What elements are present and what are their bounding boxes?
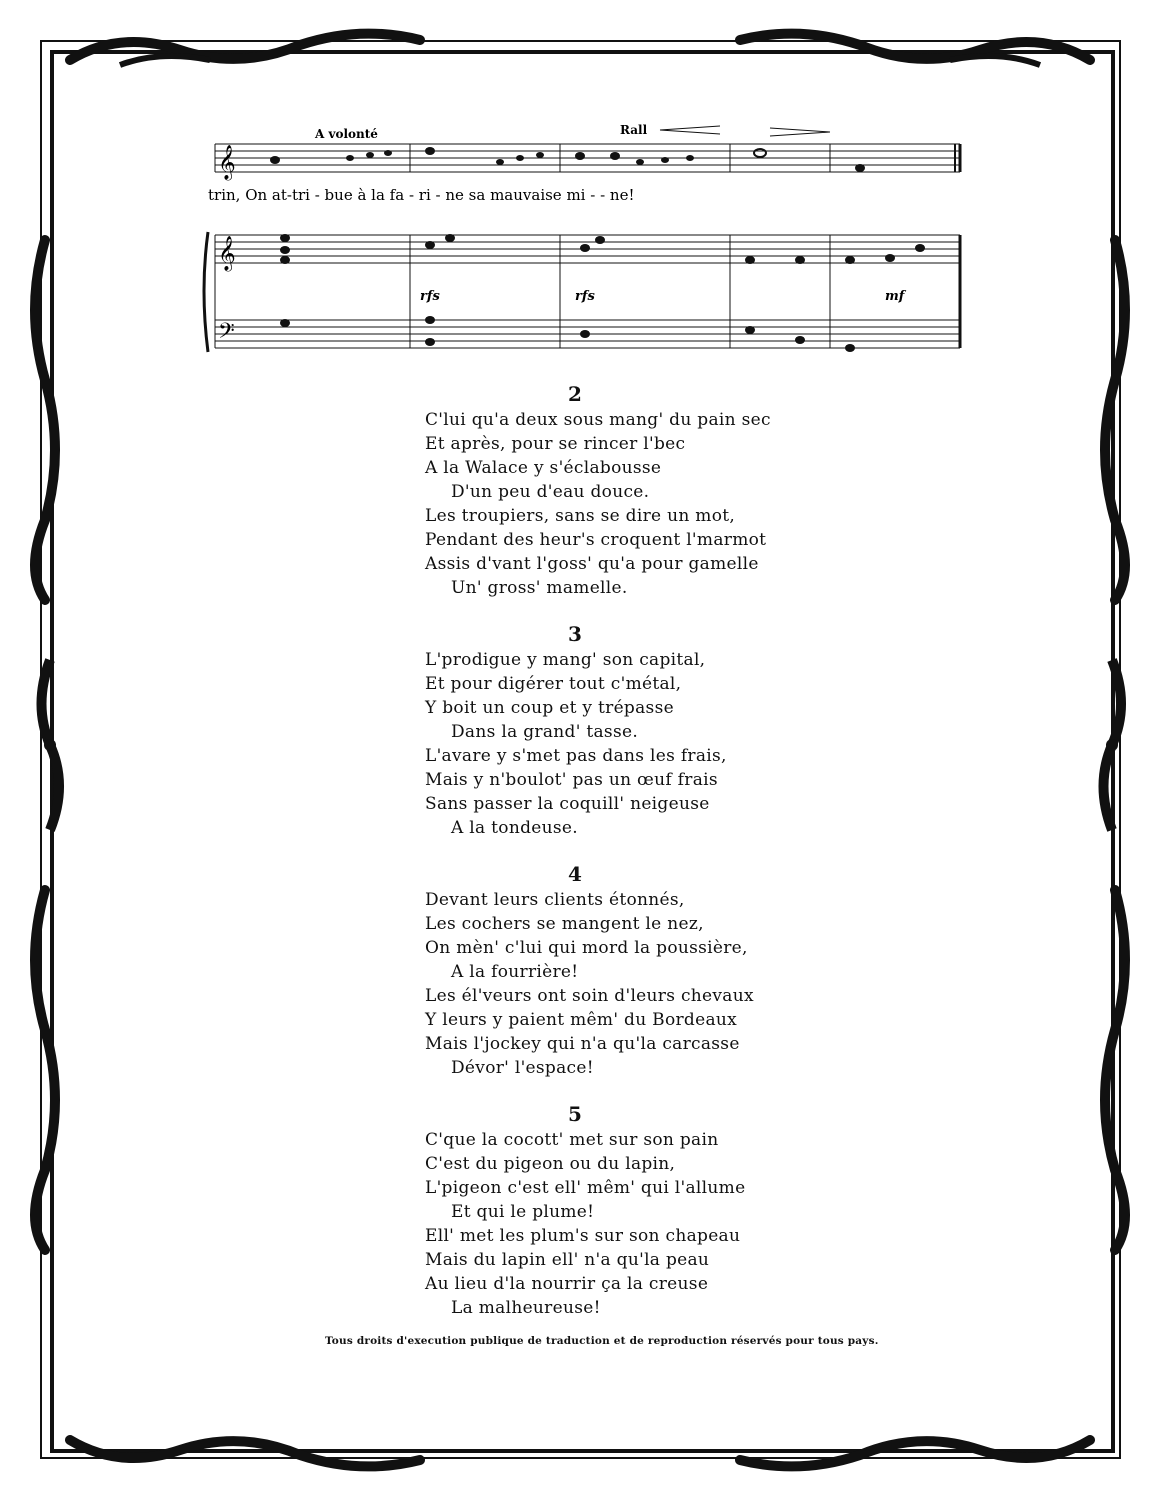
verse-line: Y leurs y paient mêm' du Bordeaux <box>425 1010 738 1030</box>
verse-line: Assis d'vant l'goss' qu'a pour gamelle <box>425 554 759 574</box>
bass-clef-icon: 𝄢 <box>218 319 235 349</box>
verse-line: Et pour digérer tout c'métal, <box>425 674 682 694</box>
stanza-number: 4 <box>568 862 582 886</box>
voice-staff <box>215 144 960 172</box>
top-left-flourish <box>60 20 440 80</box>
verse-line: Y boit un coup et y trépasse <box>425 698 674 718</box>
verse-line: Au lieu d'la nourrir ça la creuse <box>425 1274 709 1294</box>
verse-line: C'lui qu'a deux sous mang' du pain sec <box>425 410 771 430</box>
dynamic-marking: mf <box>885 289 905 304</box>
tempo-a-volonte: A volonté <box>315 127 378 141</box>
verse-line: A la fourrière! <box>451 962 579 982</box>
verse-line: Mais l'jockey qui n'a qu'la carcasse <box>425 1034 740 1054</box>
right-lower-flourish <box>1090 880 1140 1260</box>
verse-line: Mais du lapin ell' n'a qu'la peau <box>425 1250 710 1270</box>
left-upper-flourish <box>20 230 70 610</box>
verse-line: Dans la grand' tasse. <box>451 722 639 742</box>
music-score <box>200 120 970 370</box>
piano-treble-clef-icon: 𝄞 <box>218 236 236 271</box>
treble-clef-icon: 𝄞 <box>218 145 236 180</box>
verse-line: C'est du pigeon ou du lapin, <box>425 1154 676 1174</box>
lyrics-block <box>425 380 845 1340</box>
verse-line: A la Walace y s'éclabousse <box>425 458 662 478</box>
lyric-underlay: trin, On at-tri - bue à la fa - ri - ne sa mauvaise mi - - ne! <box>208 186 635 204</box>
stanza-number: 3 <box>568 622 582 646</box>
stanza <box>425 380 845 600</box>
stanza <box>425 860 845 1080</box>
verse-line: Mais y n'boulot' pas un œuf frais <box>425 770 718 790</box>
bottom-right-flourish <box>720 1420 1110 1480</box>
right-upper-flourish <box>1090 230 1140 610</box>
left-middle-ornament <box>28 655 73 835</box>
verse-line: On mèn' c'lui qui mord la poussière, <box>425 938 748 958</box>
verse-line: A la tondeuse. <box>451 818 578 838</box>
stanza <box>425 620 845 840</box>
left-lower-flourish <box>20 880 70 1260</box>
right-middle-ornament <box>1090 655 1135 835</box>
verse-line: La malheureuse! <box>451 1298 601 1318</box>
verse-line: Pendant des heur's croquent l'marmot <box>425 530 767 550</box>
verse-line: C'que la cocott' met sur son pain <box>425 1130 719 1150</box>
stanza <box>425 1100 845 1320</box>
verse-line: D'un peu d'eau douce. <box>451 482 650 502</box>
verse-line: Les troupiers, sans se dire un mot, <box>425 506 736 526</box>
verse-line: Et après, pour se rincer l'bec <box>425 434 686 454</box>
verse-line: L'pigeon c'est ell' mêm' qui l'allume <box>425 1178 746 1198</box>
verse-line: L'prodigue y mang' son capital, <box>425 650 706 670</box>
verse-line: Devant leurs clients étonnés, <box>425 890 685 910</box>
verse-line: Sans passer la coquill' neigeuse <box>425 794 710 814</box>
verse-line: Et qui le plume! <box>451 1202 595 1222</box>
top-right-flourish <box>720 20 1110 80</box>
tempo-rall: Rall <box>620 123 648 137</box>
dynamic-marking: rfs <box>575 289 595 304</box>
verse-line: Les él'veurs ont soin d'leurs chevaux <box>425 986 754 1006</box>
copyright-notice: Tous droits d'execution publique de traduction et de reproduction réservés pour tous pays. <box>325 1335 879 1347</box>
bottom-left-flourish <box>60 1420 440 1480</box>
piano-brace-icon <box>204 232 208 352</box>
stanza-number: 5 <box>568 1102 582 1126</box>
verse-line: Ell' met les plum's sur son chapeau <box>425 1226 741 1246</box>
verse-line: Un' gross' mamelle. <box>451 578 628 598</box>
score-drawing <box>200 120 970 370</box>
verse-line: Dévor' l'espace! <box>451 1058 594 1078</box>
dynamic-marking: rfs <box>420 289 440 304</box>
verse-line: L'avare y s'met pas dans les frais, <box>425 746 727 766</box>
stanza-number: 2 <box>568 382 582 406</box>
verse-line: Les cochers se mangent le nez, <box>425 914 704 934</box>
